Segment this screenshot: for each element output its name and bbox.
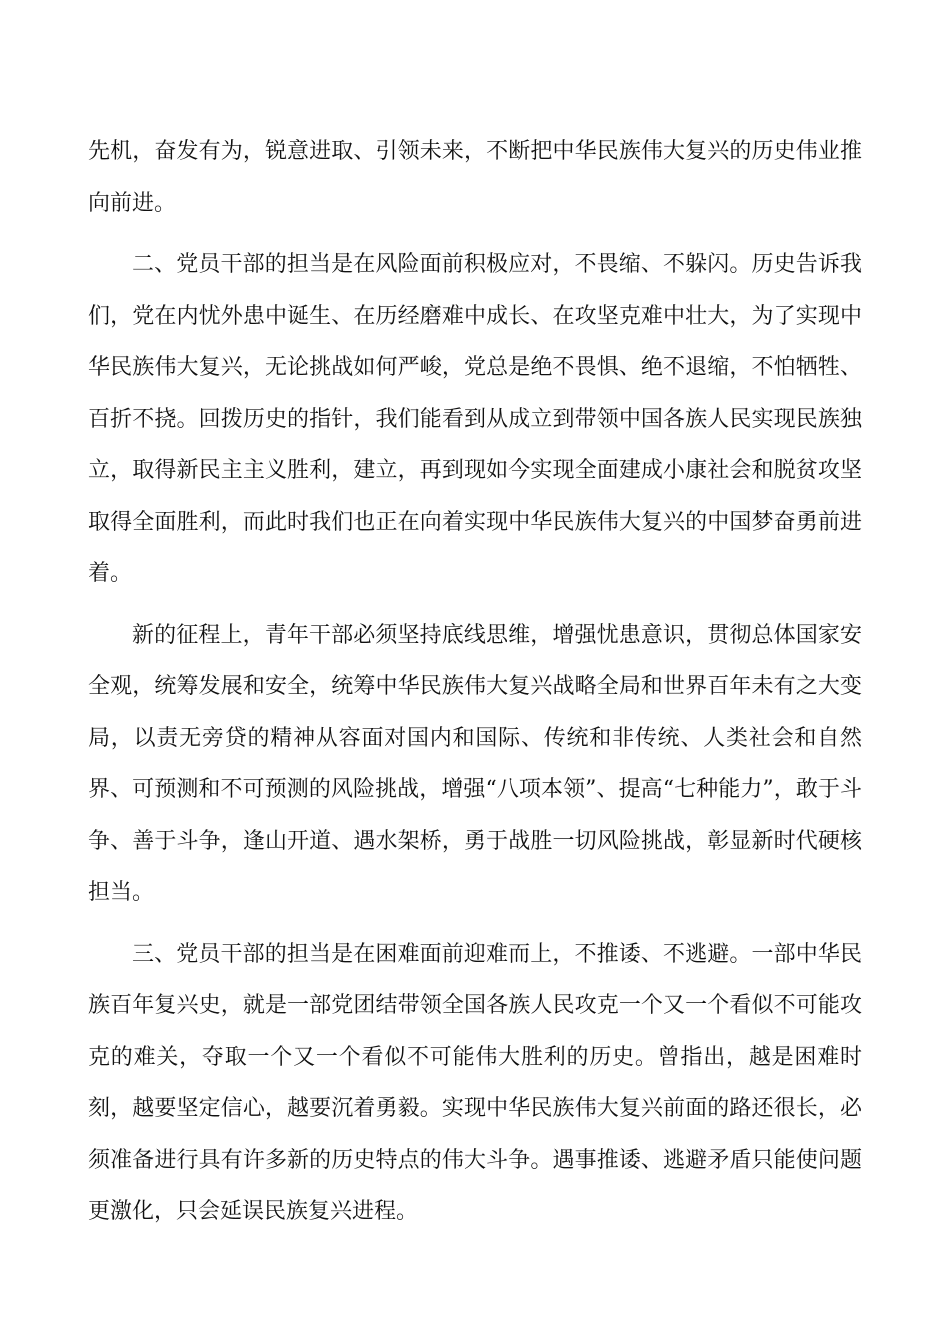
document-page xyxy=(88,126,862,1248)
paragraph-continuation: 先机，奋发有为，锐意进取、引领未来，不断把中华民族伟大复兴的历史伟业推向前进。 xyxy=(88,139,862,216)
paragraph-section-three: 三、党员干部的担当是在困难面前迎难而上，不推诿、不逃避。一部中华民族百年复兴史，就是一部党团结带领全国各族人民攻克一个又一个看似不可能攻克的难关，夺取一个又一个看似不可能伟大胜利的历史。曾指出，越是困难时刻，越要坚定信心，越要沉着勇毅。实现中华民族伟大复兴前面的路还很长，必须准备进行具有许多新的历史特点的伟大斗争。遇事推诿、逃避矛盾只能使问题更激化，只会延误民族复兴进程。 xyxy=(88,941,862,1224)
paragraph-section-two: 二、党员干部的担当是在风险面前积极应对，不畏缩、不躲闪。历史告诉我们，党在内忧外患中诞生、在历经磨难中成长、在攻坚克难中壮大，为了实现中华民族伟大复兴，无论挑战如何严峻，党总是绝不畏惧、绝不退缩，不怕牺牲、百折不挠。回拨历史的指针，我们能看到从成立到带领中国各族人民实现民族独立，取得新民主主义胜利，建立，再到现如今实现全面建成小康社会和脱贫攻坚取得全面胜利，而此时我们也正在向着实现中华民族伟大复兴的中国梦奋勇前进着。 xyxy=(88,252,862,586)
paragraph-new-journey: 新的征程上，青年干部必须坚持底线思维，增强忧患意识，贯彻总体国家安全观，统筹发展和安全，统筹中华民族伟大复兴战略全局和世界百年未有之大变局，以责无旁贷的精神从容面对国内和国际、传统和非传统、人类社会和自然界、可预测和不可预测的风险挑战，增强“八项本领”、提高“七种能力”，敢于斗争、善于斗争，逢山开道、遇水架桥，勇于战胜一切风险挑战，彰显新时代硬核担当。 xyxy=(88,622,862,905)
